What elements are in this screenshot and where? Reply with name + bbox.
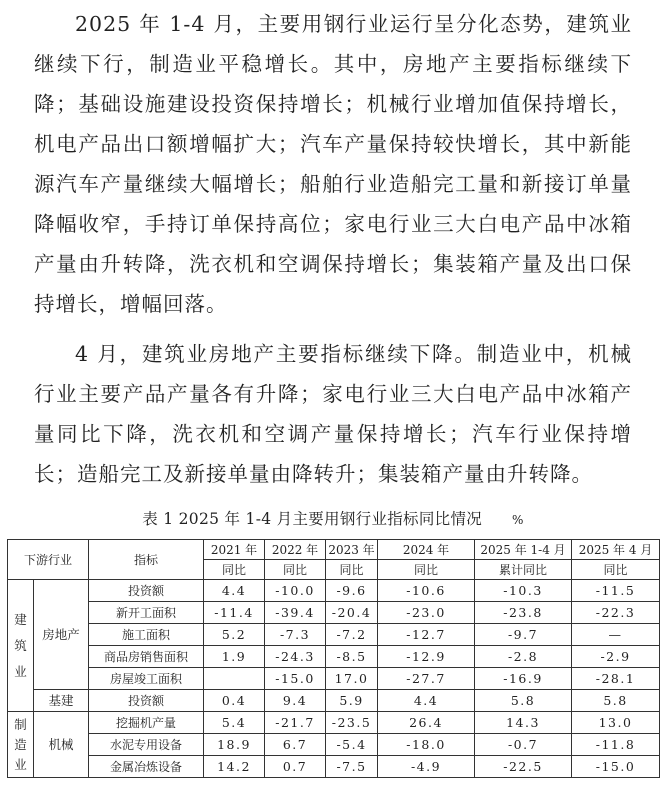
value-cell: -9.7: [475, 624, 572, 646]
header-basis: 同比: [265, 560, 326, 580]
subgroup-infrastructure: 基建: [34, 690, 89, 712]
value-cell: 5.8: [572, 690, 660, 712]
indicator-cell: 房屋竣工面积: [89, 668, 204, 690]
table-row: [8, 712, 660, 734]
header-period: 2021 年: [204, 540, 265, 560]
value-cell: 5.4: [204, 712, 265, 734]
value-cell: 5.8: [475, 690, 572, 712]
value-cell: -23.0: [378, 602, 475, 624]
value-cell: 5.9: [326, 690, 378, 712]
header-basis: 同比: [204, 560, 265, 580]
header-basis: 累计同比: [475, 560, 572, 580]
value-cell: 4.4: [378, 690, 475, 712]
value-cell: [204, 668, 265, 690]
value-cell: -12.7: [378, 624, 475, 646]
steel-industry-table: [7, 539, 660, 778]
value-cell: -11.5: [572, 580, 660, 602]
paragraph-april: 4 月，建筑业房地产主要指标继续下降。制造业中，机械行业主要产品产量各有升降；家电行业三大白电产品中冰箱产量同比下降，洗衣机和空调产量保持增长；汽车行业保持增长；造船完工及新接单量由降转升；集装箱产量由升转降。: [34, 342, 632, 486]
value-cell: -28.1: [572, 668, 660, 690]
value-cell: -2.8: [475, 646, 572, 668]
value-cell: -22.5: [475, 756, 572, 778]
value-cell: -11.4: [204, 602, 265, 624]
value-cell: -20.4: [326, 602, 378, 624]
indicator-cell: 新开工面积: [89, 602, 204, 624]
indicator-cell: 商品房销售面积: [89, 646, 204, 668]
header-indicator: 指标: [89, 540, 204, 580]
table-caption: [0, 507, 666, 529]
value-cell: -5.4: [326, 734, 378, 756]
indicator-cell: 投资额: [89, 580, 204, 602]
header-period: 2023 年: [326, 540, 378, 560]
header-period: 2024 年: [378, 540, 475, 560]
value-cell: -15.0: [572, 756, 660, 778]
value-cell: 9.4: [265, 690, 326, 712]
header-basis: 同比: [378, 560, 475, 580]
group-manufacturing-label: 制造业: [14, 716, 27, 772]
value-cell: -10.6: [378, 580, 475, 602]
header-period: 2025 年 4 月: [572, 540, 660, 560]
table-row: [8, 690, 660, 712]
value-cell: 26.4: [378, 712, 475, 734]
value-cell: -7.2: [326, 624, 378, 646]
value-cell: -10.0: [265, 580, 326, 602]
header-period: 2022 年: [265, 540, 326, 560]
value-cell: -21.7: [265, 712, 326, 734]
value-cell: 5.2: [204, 624, 265, 646]
value-cell: —: [572, 624, 660, 646]
table-caption-text: 表 1 2025 年 1-4 月主要用钢行业指标同比情况: [142, 510, 483, 528]
value-cell: -10.3: [475, 580, 572, 602]
table-row: [8, 624, 660, 646]
table-row: [8, 734, 660, 756]
indicator-cell: 挖掘机产量: [89, 712, 204, 734]
value-cell: -9.6: [326, 580, 378, 602]
value-cell: 17.0: [326, 668, 378, 690]
subgroup-machinery: 机械: [34, 712, 89, 778]
indicator-cell: 投资额: [89, 690, 204, 712]
value-cell: -24.3: [265, 646, 326, 668]
table-row: [8, 646, 660, 668]
group-construction: [8, 580, 34, 712]
indicator-cell: 施工面积: [89, 624, 204, 646]
indicator-cell: 金属冶炼设备: [89, 756, 204, 778]
header-downstream: 下游行业: [8, 540, 89, 580]
value-cell: -8.5: [326, 646, 378, 668]
group-manufacturing: [8, 712, 34, 778]
value-cell: 0.4: [204, 690, 265, 712]
value-cell: -23.5: [326, 712, 378, 734]
value-cell: -2.9: [572, 646, 660, 668]
header-basis: 同比: [326, 560, 378, 580]
group-construction-label: 建筑业: [14, 611, 27, 679]
paragraph-overview: 2025 年 1-4 月，主要用钢行业运行呈分化态势，建筑业继续下行，制造业平稳增长。其中，房地产主要指标继续下降；基础设施建设投资保持增长；机械行业增加值保持增长，机电产品出口额增幅扩大；汽车产量保持较快增长，其中新能源汽车产量继续大幅增长；船舶行业造船完工量和新接订单量降幅收窄，手持订单保持高位；家电行业三大白电产品中冰箱产量由升转降，洗衣机和空调保持增长；集装箱产量及出口保持增长，增幅回落。: [34, 12, 632, 316]
table-unit: %: [512, 513, 524, 527]
header-period: 2025 年 1-4 月: [475, 540, 572, 560]
value-cell: 18.9: [204, 734, 265, 756]
value-cell: -18.0: [378, 734, 475, 756]
value-cell: -27.7: [378, 668, 475, 690]
value-cell: 6.7: [265, 734, 326, 756]
value-cell: -7.3: [265, 624, 326, 646]
value-cell: -15.0: [265, 668, 326, 690]
table-row: [8, 668, 660, 690]
value-cell: 14.3: [475, 712, 572, 734]
value-cell: -7.5: [326, 756, 378, 778]
value-cell: -4.9: [378, 756, 475, 778]
value-cell: -23.8: [475, 602, 572, 624]
value-cell: -16.9: [475, 668, 572, 690]
value-cell: 1.9: [204, 646, 265, 668]
header-basis: 同比: [572, 560, 660, 580]
table-row: [8, 602, 660, 624]
value-cell: 0.7: [265, 756, 326, 778]
value-cell: 4.4: [204, 580, 265, 602]
indicator-cell: 水泥专用设备: [89, 734, 204, 756]
table-row: [8, 756, 660, 778]
subgroup-real-estate: 房地产: [34, 580, 89, 690]
table-header-row: [8, 540, 660, 560]
value-cell: 13.0: [572, 712, 660, 734]
table-row: [8, 580, 660, 602]
value-cell: -11.8: [572, 734, 660, 756]
value-cell: -12.9: [378, 646, 475, 668]
value-cell: 14.2: [204, 756, 265, 778]
value-cell: -0.7: [475, 734, 572, 756]
value-cell: -39.4: [265, 602, 326, 624]
value-cell: -22.3: [572, 602, 660, 624]
